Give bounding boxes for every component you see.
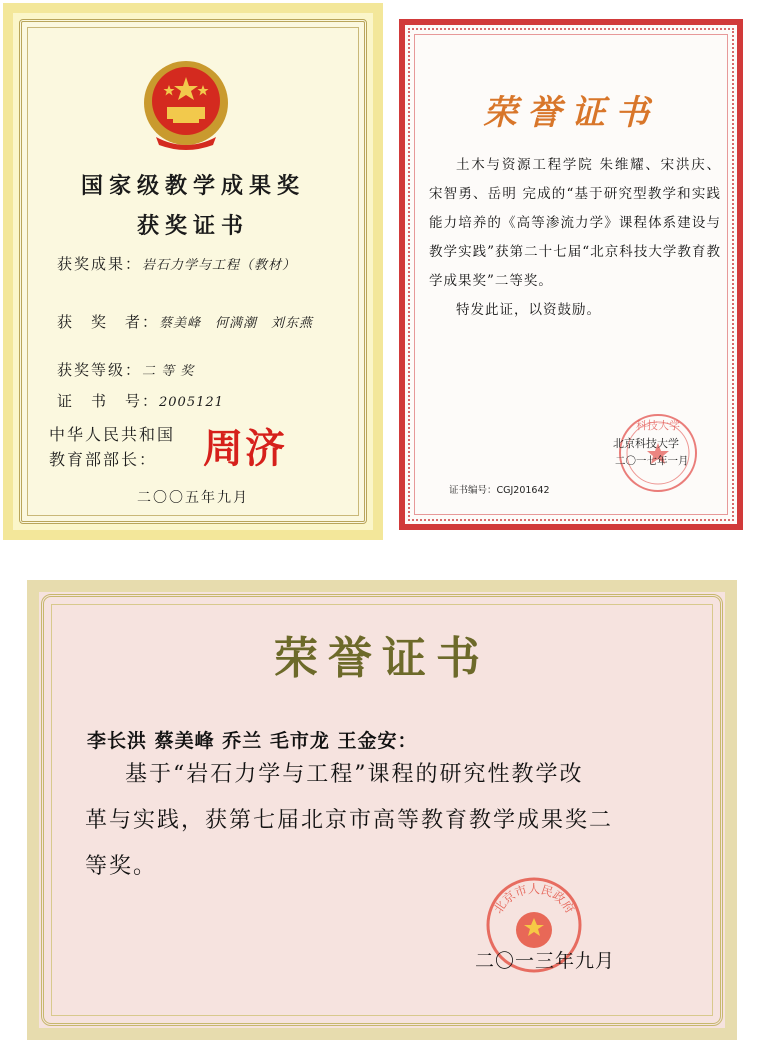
cert1-grade-row	[57, 359, 194, 380]
cert3-names: 李长洪 蔡美峰 乔兰 毛市龙 王金安：	[87, 730, 418, 752]
certificate-national-award	[3, 3, 383, 540]
cert3-body-line3: 等奖。	[85, 854, 158, 879]
cert2-cert-no: 证书编号：CGJ201642	[449, 485, 550, 496]
certificate-university-award	[399, 19, 743, 530]
cert3-seal-text: 北京市人民政府	[490, 882, 578, 916]
cert3-body-line2: 革与实践，获第七届北京市高等教育教学成果奖二	[85, 808, 614, 833]
certificate-beijing-award	[27, 580, 737, 1040]
cert1-title-line2: 获奖证书	[136, 213, 249, 239]
cert3-date: 二〇一三年九月	[475, 950, 616, 972]
cert1-issuer-line1: 中华人民共和国	[49, 425, 176, 444]
cert2-paragraph-1: 土木与资源工程学院 朱维耀、宋洪庆、宋智勇、岳明 完成的“基于研究型教学和实践能力培养的《高等渗流力学》课程体系建设与教学实践”获第二十七届“北京科技大学教育教学成果奖”二等奖。	[429, 157, 721, 289]
cert1-cert-no-label: 证 书 号：	[57, 392, 160, 410]
cert1-winners-label: 获 奖 者：	[57, 313, 160, 331]
cert1-title-line1: 国家级教学成果奖	[80, 173, 305, 199]
cert1-grade-value: 二 等 奖	[142, 364, 195, 379]
university-seal-icon	[600, 405, 712, 497]
cert2-paragraph-2: 特发此证，以资鼓励。	[456, 302, 601, 318]
cert1-signature: 周济	[203, 426, 287, 472]
cert1-date: 二〇〇五年九月	[137, 490, 249, 506]
cert2-body	[429, 151, 721, 325]
cert2-date: 二〇一七年一月	[615, 455, 689, 467]
cert1-achievement-row	[57, 253, 296, 274]
cert1-issuer-line2: 教育部部长：	[49, 450, 158, 469]
cert2-title: 荣誉证书	[483, 93, 659, 133]
cert1-cert-no-value: 2005121	[159, 395, 224, 410]
cert1-winners-value: 蔡美峰 何满潮 刘东燕	[159, 316, 314, 331]
national-emblem-icon	[131, 55, 241, 155]
cert1-achievement-label: 获奖成果：	[57, 255, 143, 273]
cert3-title: 荣誉证书	[274, 633, 490, 684]
cert2-seal-text: 科技大学	[636, 419, 680, 432]
cert1-winners-row	[57, 311, 313, 332]
cert3-body-line1: 基于“岩石力学与工程”课程的研究性教学改	[125, 762, 584, 787]
cert1-achievement-value: 岩石力学与工程（教材）	[142, 258, 297, 273]
svg-text:北京市人民政府	[491, 882, 577, 916]
cert1-grade-label: 获奖等级：	[57, 361, 143, 379]
cert1-cert-no-row	[57, 390, 224, 411]
cert2-issuer: 北京科技大学	[613, 437, 679, 450]
